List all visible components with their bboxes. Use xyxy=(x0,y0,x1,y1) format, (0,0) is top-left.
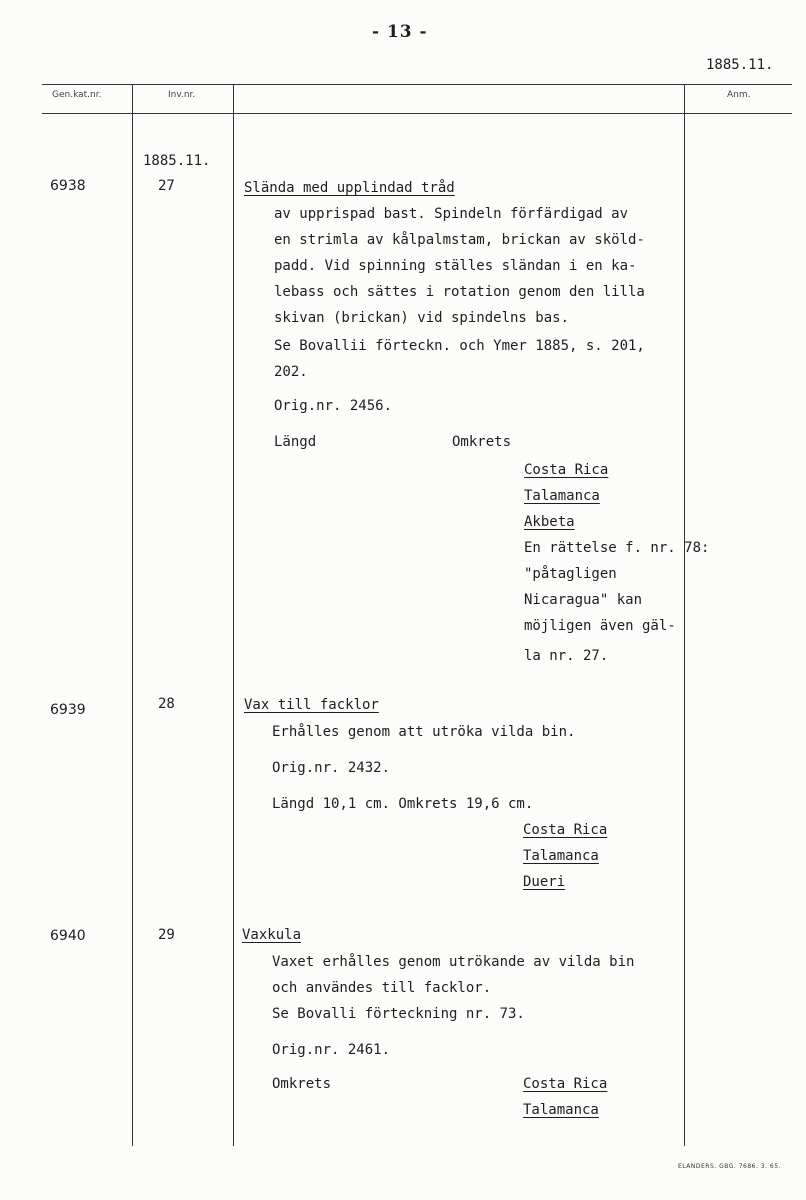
inv-number: 28 xyxy=(158,696,175,712)
measure-label: Omkrets xyxy=(452,434,512,450)
description-line: padd. Vid spinning ställes sländan i en ka- xyxy=(274,258,637,274)
column-header-gen-kat: Gen.kat.nr. xyxy=(52,90,102,100)
entry-title: Slända med upplindad tråd xyxy=(244,180,455,196)
description-line: skivan (brickan) vid spindelns bas. xyxy=(274,310,570,326)
note-line: "påtagligen xyxy=(524,566,617,582)
gen-kat-number: 6939 xyxy=(50,702,86,718)
description-line: Vaxet erhålles genom utrökande av vilda bin xyxy=(272,954,635,970)
column-divider-3 xyxy=(684,84,685,1146)
column-header-inv: Inv.nr. xyxy=(168,90,196,100)
place-country: Costa Rica xyxy=(523,1076,608,1092)
note-line: Nicaragua" kan xyxy=(524,592,643,608)
note-line: la nr. 27. xyxy=(524,648,609,664)
gen-kat-number: 6940 xyxy=(50,928,86,944)
description-line: en strimla av kålpalmstam, brickan av sköld- xyxy=(274,232,645,248)
place-country: Costa Rica xyxy=(523,822,608,838)
inv-number: 27 xyxy=(158,178,175,194)
header-date: 1885.11. xyxy=(706,57,774,73)
measure-line: Längd 10,1 cm. Omkrets 19,6 cm. xyxy=(272,796,534,812)
description-line: lebass och sättes i rotation genom den lilla xyxy=(274,284,645,300)
entry-title: Vaxkula xyxy=(242,927,302,943)
page-number: - 13 - xyxy=(372,22,428,42)
orig-number: Orig.nr. 2456. xyxy=(274,398,393,414)
description-line: Se Bovallii förteckn. och Ymer 1885, s. 201, xyxy=(274,338,645,354)
entry-title: Vax till facklor xyxy=(244,697,379,713)
description-line: och användes till facklor. xyxy=(272,980,492,996)
column-header-anm: Anm. xyxy=(727,90,751,100)
place-country: Costa Rica xyxy=(524,462,609,478)
section-date: 1885.11. xyxy=(143,153,211,169)
description-line: Erhålles genom att utröka vilda bin. xyxy=(272,724,576,740)
place-region: Talamanca xyxy=(523,1102,599,1118)
orig-number: Orig.nr. 2461. xyxy=(272,1042,391,1058)
top-rule xyxy=(42,84,792,85)
place-region: Talamanca xyxy=(523,848,599,864)
note-line: möjligen även gäl- xyxy=(524,618,676,634)
place-region: Talamanca xyxy=(524,488,600,504)
orig-number: Orig.nr. 2432. xyxy=(272,760,391,776)
measure-label: Omkrets xyxy=(272,1076,332,1092)
place-locality: Akbeta xyxy=(524,514,575,530)
printer-mark: ELANDERS. GBG. 7686. 3. 65. xyxy=(678,1163,781,1170)
note-line: En rättelse f. nr. 78: xyxy=(524,540,710,556)
description-line: Se Bovalli förteckning nr. 73. xyxy=(272,1006,525,1022)
description-line: 202. xyxy=(274,364,308,380)
place-locality: Dueri xyxy=(523,874,566,890)
description-line: av upprispad bast. Spindeln förfärdigad av xyxy=(274,206,629,222)
column-divider-1 xyxy=(132,84,133,1146)
inv-number: 29 xyxy=(158,927,175,943)
column-divider-2 xyxy=(233,84,234,1146)
gen-kat-number: 6938 xyxy=(50,178,86,194)
measure-label: Längd xyxy=(274,434,317,450)
header-rule xyxy=(42,113,792,114)
